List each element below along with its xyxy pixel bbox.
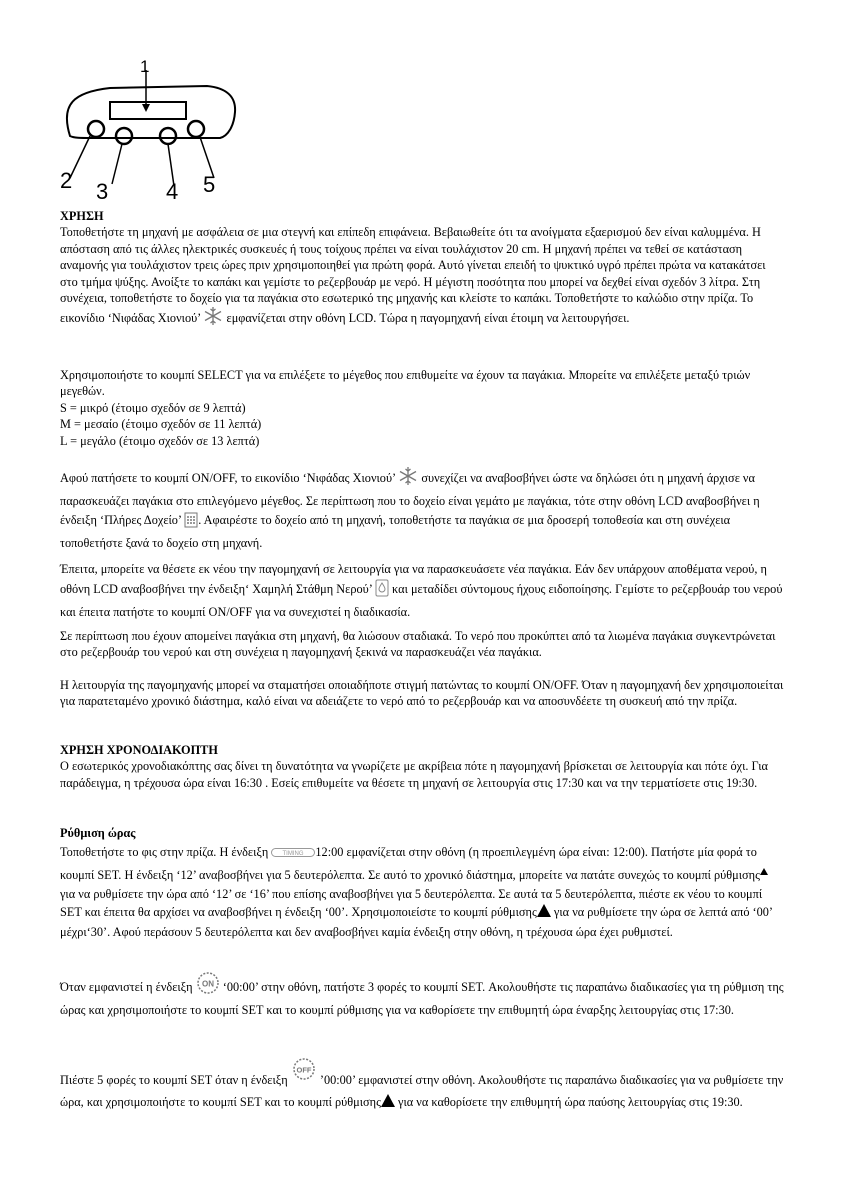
timer-off-block bbox=[60, 1058, 786, 1114]
panel-button-5 bbox=[188, 121, 204, 137]
panel-button-2 bbox=[88, 121, 104, 137]
figure-label-4: 4 bbox=[166, 179, 179, 202]
panel-button-3 bbox=[116, 128, 132, 144]
timer-setting-block bbox=[60, 824, 786, 941]
usage-water-block bbox=[60, 560, 786, 622]
size-small: S = μικρό (έτοιμο σχεδόν σε 9 λεπτά) bbox=[60, 400, 246, 415]
timer-section bbox=[60, 742, 786, 791]
timer-off-label: OFF bbox=[296, 1065, 312, 1075]
usage-paragraph-4: Έπειτα, μπορείτε να θέσετε εκ νέου την παγομηχανή σε λειτουργία για να παρασκευάσετε νέα παγάκια. Εάν δεν υπάρχουν αποθέματα νερού, η οθόνη LCD αναβοσβήνει την ένδειξη‘ Χαμηλή Στάθμη Νερού’ και μεταδίδει σύντομους ήχους ειδοποίησης. Γεμίστε το ρεζερβουάρ του νερού και έπειτα πατήστε το κουμπί ON/OFF για να συνεχιστεί η διαδικασία. bbox=[60, 562, 783, 619]
timer-on-block bbox=[60, 972, 786, 1020]
usage-onoff-block bbox=[60, 466, 786, 553]
usage-heading: ΧΡΗΣΗ bbox=[60, 209, 104, 223]
timer-paragraph-3: Όταν εμφανιστεί η ένδειξη ON ‘00:00’ στην οθόνη, πατήστε 3 φορές το κουμπί SET. Ακολουθήστε τις παραπάνω διαδικασίες για τη ρύθμιση της ώρας και χρησιμοποιήστε το κουμπί SET και το κουμπί ρύθμισης για να καθορίσετε την επιθυμητή ώρα έναρξης λειτουργίας στις 17:30. bbox=[60, 972, 786, 1020]
usage-paragraph-3: Αφού πατήσετε το κουμπί ON/OFF, το εικονίδιο ‘Νιφάδας Χιονιού’ συνεχίζει να αναβοσβήνει ώστε να δηλώσει ότι η μηχανή άρχισε να παρασκευάζει παγάκια στο επιλεγόμενο μέγεθος. Σε περίπτωση που το δοχείο είναι γεμάτο με παγάκια, τότε στην οθόνη LCD αναβοσβήνει η ένδειξη ‘Πλήρες Δοχείο’ . Αφαιρέστε το δοχείο από τη μηχανή, τοποθετήστε τα παγάκια σε μια δροσερή τοποθεσία και στη συνέχεια τοποθετήστε ξανά το δοχείο στη μηχανή. bbox=[60, 466, 786, 553]
usage-paragraph-6: Η λειτουργία της παγομηχανής μπορεί να σταματήσει οποιαδήποτε στιγμή πατώντας το κουμπί ON/OFF. Όταν η παγομηχανή δεν χρησιμοποιείται για παρατεταμένο χρονικό διάστημα, καλό είναι να αδειάζετε το νερό από το ρεζερβουάρ και να αποσυνδέετε τη συσκευή από την πρίζα. bbox=[60, 678, 784, 709]
time-setting-subheading: Ρύθμιση ώρας bbox=[60, 826, 136, 840]
usage-paragraph-2: Χρησιμοποιήστε το κουμπί SELECT για να επιλέξετε το μέγεθος που επιθυμείτε να έχουν τα παγάκια. Μπορείτε να επιλέξετε μεταξύ τριών μεγεθών. bbox=[60, 368, 751, 399]
size-large: L = μεγάλο (έτοιμο σχεδόν σε 13 λεπτά) bbox=[60, 433, 260, 448]
timer-paragraph-2: Τοποθετήστε το φις στην πρίζα. Η ένδειξη TIMING 12:00 εμφανίζεται στην οθόνη (η προεπιλεγμένη ώρα είναι: 12:00). Πατήστε μία φορά το κουμπί SET. Η ένδειξη ‘12’ αναβοσβήνει για 5 δευτερόλεπτα. Σε αυτό το χρονικό διάστημα, μπορείτε να πατάτε συνεχώς το κουμπί ρύθμισης για να ρυθμίσετε την ώρα από ‘12’ σε ‘16’ που επίσης αναβοσβήνει για 5 δευτερόλεπτα. Σε αυτά τα 5 δευτερόλεπτα, πιέστε εκ νέου το κουμπί SET και έπειτα θα αρχίσει να αναβοσβήνει η ένδειξη ‘00’. Χρησιμοποιείστε το κουμπί ρύθμισης για να ρυθμίσετε την ώρα σε λεπτά από ‘00’ μέχρι‘30’. Αφού περάσουν 5 δευτερόλεπτα και δεν αναβοσβήνει καμία ένδειξη στην οθόνη, η τρέχουσα ώρα έχει ρυθμιστεί. bbox=[60, 844, 773, 939]
timer-paragraph-4: Πιέστε 5 φορές το κουμπί SET όταν η ένδειξη OFF ’00:00’ εμφανιστεί στην οθόνη. Ακολουθήστε τις παραπάνω διαδικασίες για να ρυθμίσετε την ώρα, και χρησιμοποιήστε το κουμπί SET και το κουμπί ρύθμισης για να καθορίσετε την επιθυμητή ώρα παύσης λειτουργίας στις 19:30. bbox=[60, 1058, 786, 1114]
timer-off-icon bbox=[291, 1058, 317, 1087]
timer-heading: ΧΡΗΣΗ ΧΡΟΝΟΔΙΑΚΟΠΤΗ bbox=[60, 743, 218, 757]
figure-label-5: 5 bbox=[203, 172, 216, 197]
timing-icon-label: TIMING bbox=[282, 850, 304, 857]
control-panel-drawing bbox=[52, 52, 242, 202]
figure-label-3: 3 bbox=[96, 179, 109, 202]
figure-label-2: 2 bbox=[60, 168, 73, 193]
up-arrow-icon bbox=[537, 904, 551, 923]
control-panel-figure bbox=[52, 52, 242, 202]
up-arrow-icon bbox=[760, 862, 768, 881]
up-arrow-icon bbox=[381, 1092, 395, 1114]
panel-button-4 bbox=[160, 128, 176, 144]
full-container-icon bbox=[184, 512, 198, 534]
timer-paragraph-1: Ο εσωτερικός χρονοδιακόπτης σας δίνει τη δυνατότητα να γνωρίζετε με ακρίβεια πότε η παγομηχανή βρίσκεται σε λειτουργία και πότε όχι. Για παράδειγμα, η τρέχουσα ώρα είναι 16:30 . Εσείς επιθυμείτε να θέσετε τη μηχανή σε λειτουργία στις 17:30 και να την τερματίσετε στις 19:30. bbox=[60, 759, 768, 790]
timing-icon bbox=[271, 844, 315, 863]
usage-size-block bbox=[60, 367, 786, 449]
usage-melt-block bbox=[60, 628, 786, 661]
usage-paragraph-1: Τοποθετήστε τη μηχανή με ασφάλεια σε μια στεγνή και επίπεδη επιφάνεια. Βεβαιωθείτε ότι τα ανοίγματα εξαερισμού δεν είναι καλυμμένα. Η απόσταση από τις άλλες ηλεκτρικές συσκευές ή τους τοίχους πρέπει να είναι τουλάχιστον 20 cm. Η μηχανή πρέπει να τεθεί σε κατάσταση αναμονής για τουλάχιστον τρεις ώρες πριν χρησιμοποιηθεί για πρώτη φορά. Αυτό γίνεται επειδή το ψυκτικό υγρό πρέπει πρώτα να κατακάτσει στο τμήμα ψύξης. Ανοίξτε το καπάκι και γεμίστε το ρεζερβουάρ με νερό. Η μέγιστη ποσότητα που μπορεί να δεχθεί είναι σχεδόν 3 λίτρα. Στη συνέχεια, τοποθετήστε το δοχείο για τα παγάκια στο εσωτερικό της μηχανής και κλείστε το καπάκι. Τοποθετήστε το καλώδιο στην πρίζα. Το εικονίδιο ‘Νιφάδας Χιονιού’ εμφανίζεται στην οθόνη LCD. Τώρα η παγομηχανή είναι έτοιμη να λειτουργήσει. bbox=[60, 224, 786, 330]
timer-on-label: ON bbox=[201, 979, 214, 989]
timer-on-icon bbox=[196, 972, 220, 1000]
low-water-icon bbox=[375, 579, 389, 603]
usage-section bbox=[60, 208, 786, 331]
usage-paragraph-5: Σε περίπτωση που έχουν απομείνει παγάκια στη μηχανή, θα λιώσουν σταδιακά. Το νερό που προκύπτει από τα λιωμένα παγάκια συγκεντρώνεται στο ρεζερβουάρ του νερού και στη συνέχεια η παγομηχανή ξεκινά να παρασκευάζει νέα παγάκια. bbox=[60, 629, 776, 660]
size-medium: M = μεσαίο (έτοιμο σχεδόν σε 11 λεπτά) bbox=[60, 417, 262, 432]
figure-label-1: 1 bbox=[140, 57, 150, 76]
snowflake-icon bbox=[203, 306, 223, 330]
usage-stop-block bbox=[60, 677, 786, 710]
snowflake-icon bbox=[398, 466, 418, 492]
